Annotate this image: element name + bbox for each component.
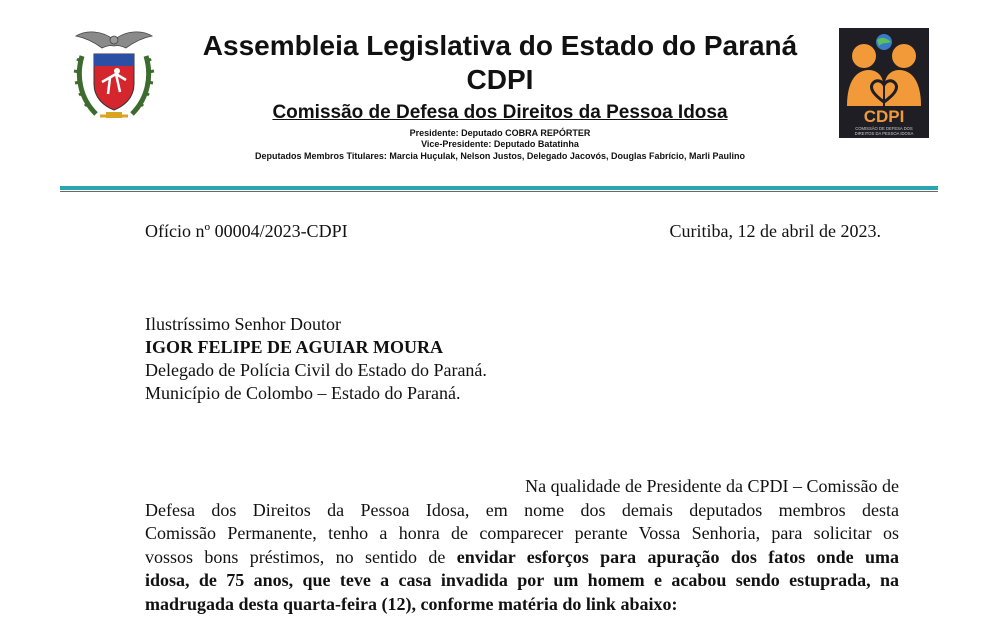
header-divider <box>60 186 938 190</box>
commission-title: Comissão de Defesa dos Direitos da Pessoa Idosa <box>272 102 728 123</box>
body-line-2: Defesa dos Direitos da Pessoa Idosa, em nome dos demais deputados membros desta <box>145 499 899 520</box>
body-line-1: Na qualidade de Presidente da CPDI – Comissão de <box>525 476 899 496</box>
assembly-title: Assembleia Legislativa do Estado do Paraná <box>202 30 798 61</box>
body-line-4-plain: vossos bons préstimos, no sentido de <box>145 546 457 567</box>
cdpi-logo <box>839 28 929 138</box>
addressee-role: Delegado de Polícia Civil do Estado do Paraná. <box>145 360 487 380</box>
letter-reference: Ofício nº 00004/2023-CDPI <box>145 221 348 241</box>
members-line: Deputados Membros Titulares: Marcia Huçulak, Nelson Justos, Delegado Jacovós, Douglas Fabrício, Marli Paulino <box>255 151 745 161</box>
logo-subtext-2: DIREITOS DA PESSOA IDOSA <box>854 131 914 136</box>
vice-president-line: Vice-Presidente: Deputado Batatinha <box>421 139 579 149</box>
parana-coat-of-arms <box>72 26 156 126</box>
body-line-3: Comissão Permanente, tenho a honra de comparecer perante Vossa Senhoria, para solicitar os <box>145 523 899 543</box>
body-line-6: madrugada desta quarta-feira (12), conforme matéria do link abaixo: <box>145 593 678 614</box>
addressee-location: Município de Colombo – Estado do Paraná. <box>145 383 461 403</box>
president-line: Presidente: Deputado COBRA REPÓRTER <box>409 128 591 138</box>
body-line-5: idosa, de 75 anos, que teve a casa invadida por um homem e acabou sendo estuprada, na <box>145 570 899 590</box>
body-line-4-bold: envidar esforços para apuração dos fatos onde uma <box>456 546 899 567</box>
header-divider-shadow <box>60 191 938 192</box>
letter-place-date: Curitiba, 12 de abril de 2023. <box>669 221 881 241</box>
body-line-4 <box>145 546 899 570</box>
addressee-salutation: Ilustríssimo Senhor Doutor <box>145 314 341 334</box>
logo-text: CDPI <box>863 107 905 126</box>
logo-subtext-1: COMISSÃO DE DEFESA DOS <box>855 126 913 131</box>
addressee-name: IGOR FELIPE DE AGUIAR MOURA <box>145 337 444 357</box>
cdpi-title: CDPI <box>466 64 534 95</box>
